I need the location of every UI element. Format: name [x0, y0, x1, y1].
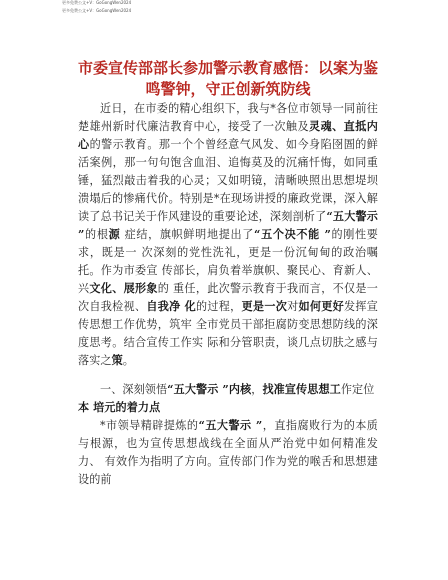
bold-text: 找准宣传思想工: [262, 383, 341, 396]
text-run: 的 重任，此次警示教育于我而言，不仅是一次自我检视、: [78, 282, 378, 313]
bold-text: “五大警示 ”: [78, 210, 378, 241]
text-run: 的警示教育。那一个个曾经意气风发、如今身陷囹圄的鲜活案例，那一句句饱含血泪、追悔莫及的沉痛忏悔，如同重锤，猛烈敲击着我的心灵；又如明镜，清晰映照出思想堤坝溃塌后的惨痛代价。特别是*在现场讲授的廉政党课，深入解读了总书记关于作风建设的重要论述，深刻剖析了: [78, 138, 378, 223]
text-run: 。: [122, 354, 134, 367]
bold-text: 如何更好: [298, 300, 345, 313]
document-title: 市委宣传部部长参加警示教育感悟：以案为鉴鸣警钟，守正创新筑防线: [78, 59, 379, 98]
bold-text: 自我净 化: [146, 300, 196, 313]
section-heading: [78, 381, 378, 417]
watermark-text: 更多免费公文+V：GoGongWen2024: [62, 8, 132, 13]
text-run: 症结，旗帜鲜明地提出了: [120, 228, 255, 241]
text-run: 发挥宣传思想工作优势，筑牢 全市党员干部拒腐防变思想防线的深度思考。结合宣传工作实 际和分管职责，谈几点切肤之感与落实之: [78, 300, 378, 367]
text-run: 对: [287, 300, 299, 313]
bold-text: 策: [111, 354, 123, 367]
text-run: 的刚性要求，既是一 次深刻的党性洗礼，更是一份沉甸甸的政治嘱托。作为市委宣 传部长，肩负着举旗帜、聚民心、育新人、兴: [78, 228, 378, 295]
bold-text: 本 培元的着力点: [78, 401, 161, 414]
watermark-text: 更多免费公文+V：GoGongWen2024: [62, 0, 132, 5]
text-run: 近日，在市委的精心组织下，我与*各位市领导一同前往楚雄州新时代廉洁教育中心，接受了一次触及: [78, 102, 378, 133]
bold-text: “五个决不能 ”: [254, 228, 331, 241]
bold-text: 文化、展形象: [89, 282, 158, 295]
bold-text: 灵魂、直抵内心: [78, 120, 378, 151]
text-run: ，: [251, 383, 263, 396]
bold-text: “五大警示 ”内核: [167, 383, 252, 396]
text-run: *市领导精辟提炼的: [100, 419, 199, 432]
text-run: ，直指腐败行为的本质与根源，也为宣传思想战线在全面从严治党中如何精准发力、 有效作为指明了方向。宣传部门作为党的喉舌和思想建设的前: [78, 419, 379, 486]
bold-text: “五大警示 ”: [198, 419, 263, 432]
paragraph-intro: [78, 100, 378, 370]
text-run: 作定位: [340, 383, 375, 396]
text-run: 的根: [84, 228, 109, 241]
bold-text: 源: [108, 228, 121, 241]
paragraph-body: [78, 417, 378, 489]
text-run: 的过程，: [196, 300, 242, 313]
text-run: 一、深刻领悟: [100, 383, 168, 396]
bold-text: 更是一次: [241, 300, 288, 313]
